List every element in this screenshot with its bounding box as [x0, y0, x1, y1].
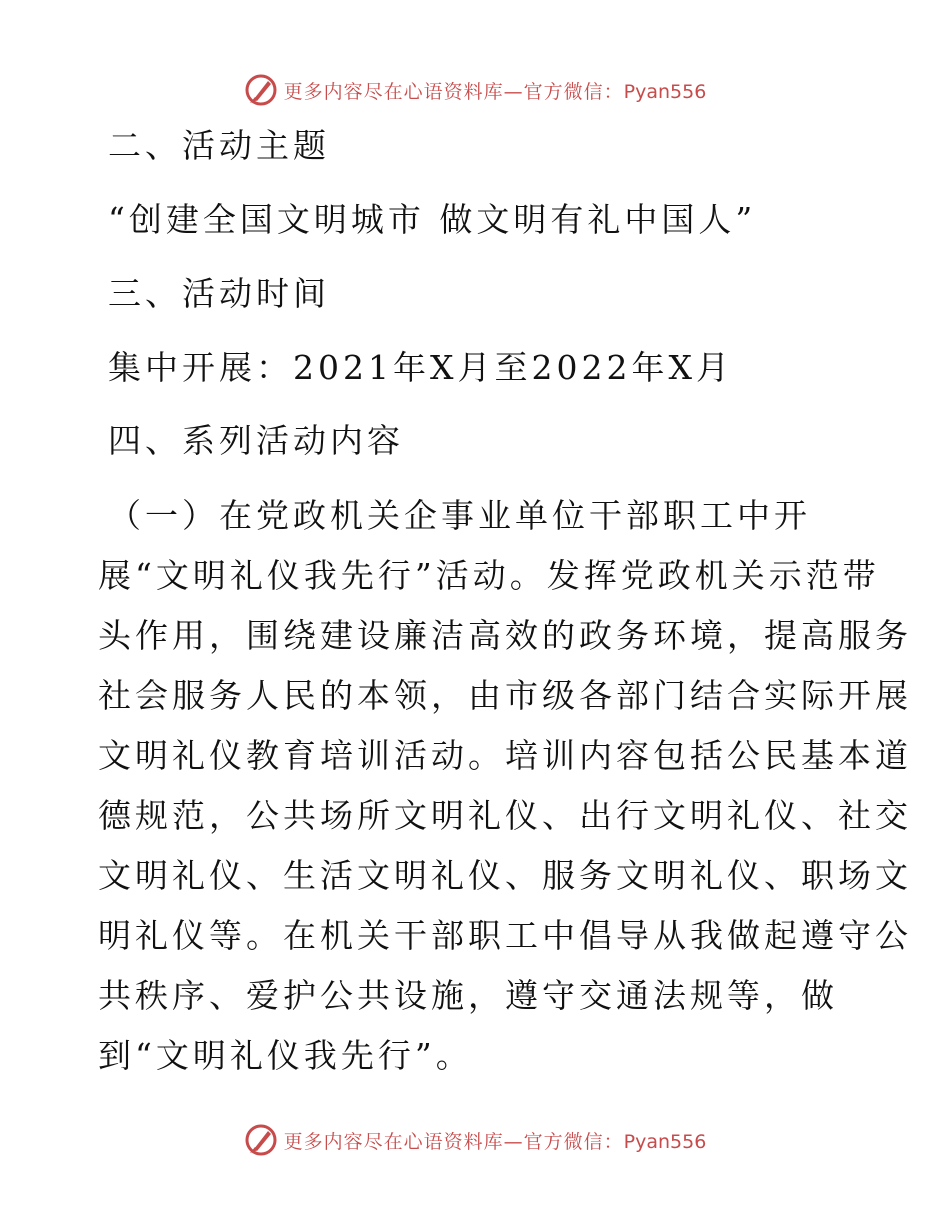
watermark-text: 更多内容尽在心语资料库—官方微信：	[283, 1130, 624, 1153]
paragraph-line: 到“文明礼仪我先行”。	[98, 1036, 473, 1075]
section-heading-content: 四、系列活动内容	[108, 421, 404, 460]
paragraph-line: （一）在党政机关企事业单位干部职工中开	[108, 496, 811, 535]
pen-nib-logo-icon	[244, 73, 278, 107]
paragraph-line: 展“文明礼仪我先行”活动。发挥党政机关示范带	[98, 556, 880, 595]
watermark-wechat-id: Pyan556	[623, 80, 707, 103]
paragraph-line: 德规范，公共场所文明礼仪、出行文明礼仪、社交	[98, 796, 912, 835]
paragraph-line: 社会服务人民的本领，由市级各部门结合实际开展	[98, 676, 912, 715]
paragraph-line: 明礼仪等。在机关干部职工中倡导从我做起遵守公	[98, 916, 912, 955]
time-text: 集中开展：2021年X月至2022年X月	[108, 348, 733, 387]
paragraph-line: 头作用，围绕建设廉洁高效的政务环境，提高服务	[98, 616, 912, 655]
section-heading-time: 三、活动时间	[108, 274, 330, 313]
theme-text: “创建全国文明城市 做文明有礼中国人”	[108, 200, 757, 239]
section-heading-theme: 二、活动主题	[108, 126, 330, 165]
paragraph-line: 共秩序、爱护公共设施，遵守交通法规等，做	[98, 976, 838, 1015]
watermark-footer	[0, 1120, 950, 1160]
paragraph-line: 文明礼仪、生活文明礼仪、服务文明礼仪、职场文	[98, 856, 912, 895]
pen-nib-logo-icon	[244, 1123, 278, 1157]
watermark-header	[0, 70, 950, 110]
watermark-wechat-id: Pyan556	[623, 1130, 707, 1153]
paragraph-line: 文明礼仪教育培训活动。培训内容包括公民基本道	[98, 736, 912, 775]
watermark-text: 更多内容尽在心语资料库—官方微信：	[283, 80, 624, 103]
